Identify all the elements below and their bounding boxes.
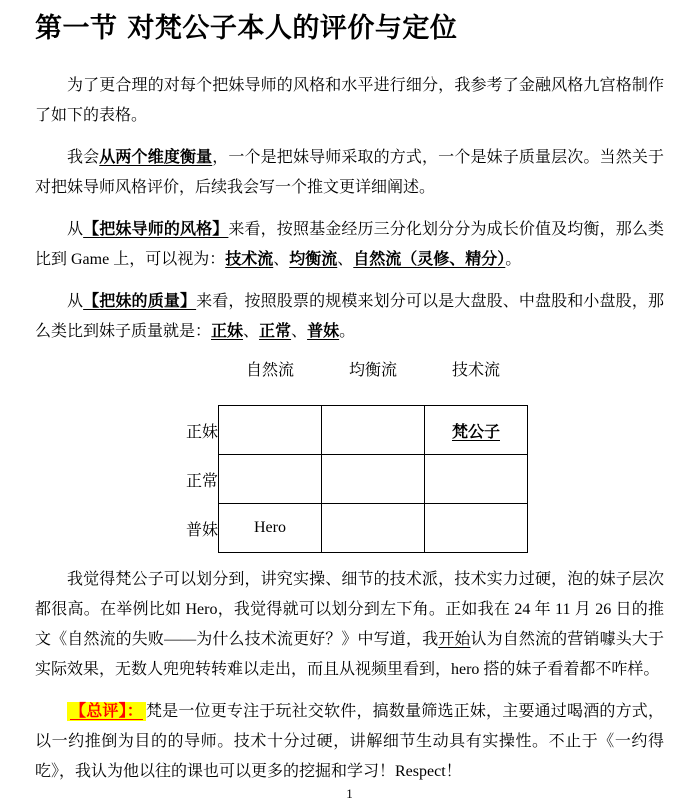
- text-run: 梵是一位更专注于玩社交软件，搞数量筛选正妹，主要通过喝酒的方式，以一约推倒为目的的导师。技术十分过硬，讲解细节生动具有实操性。不止于《一约得吃》，我认为他以往的课也可以更多的挖掘和学习！Respect！: [35, 703, 664, 780]
- page-title: 第一节 对梵公子本人的评价与定位: [35, 13, 458, 44]
- paragraph-girl-quality: [35, 287, 664, 347]
- matrix-cell: [322, 455, 425, 504]
- emphasis-run: 正妹: [211, 323, 244, 340]
- matrix-cell: [425, 504, 528, 553]
- text-run: 。: [505, 251, 522, 268]
- matrix-cell: [219, 406, 322, 455]
- matrix-header-row: [148, 359, 528, 406]
- matrix-row-zhengchang: [148, 455, 528, 504]
- matrix-cell-fan-gongzi: [425, 406, 528, 455]
- text-run: 。: [339, 323, 356, 340]
- text-run: 、: [273, 251, 290, 268]
- text-run: 、: [291, 323, 308, 340]
- row-label-pumei: 普妹: [185, 521, 218, 539]
- row-label-zhengchang: 正常: [185, 472, 218, 490]
- text-run: 从: [67, 221, 84, 238]
- emphasis-run: 技术流: [225, 251, 274, 268]
- emphasis-run: 正常: [259, 323, 292, 340]
- text-run: 、: [337, 251, 354, 268]
- column-header-technical: 技术流: [451, 362, 500, 379]
- text-run: 来看，按照股票的规模来划分可以是大盘股、中盘股和小盘股，那么类比到妹子质量就是：: [35, 293, 664, 340]
- text-run: 从: [67, 293, 84, 310]
- matrix-cell: [219, 455, 322, 504]
- review-label: 【总评】：: [67, 702, 146, 721]
- matrix-row-pumei: [148, 504, 528, 553]
- paragraph-intro: [35, 71, 664, 131]
- matrix-cell: [322, 504, 425, 553]
- emphasis-run: 均衡流: [289, 251, 338, 268]
- paragraph-mentor-style: [35, 215, 664, 275]
- text-run: 我觉得梵公子可以划分到，讲究实操、细节的技术派，技术实力过硬，泡的妹子层次都很高。在举例比如 Hero，我觉得就可以划分到左下角。正如我在 24 年 11 月 26 日的推文《自然流的失败——为什么技术流更好？》中写道，我: [35, 571, 664, 648]
- matrix-cell-hero: [219, 504, 322, 553]
- row-label-zhengmei: 正妹: [185, 423, 218, 441]
- column-header-balanced: 均衡流: [348, 362, 397, 379]
- underline-run: 开始: [438, 631, 471, 648]
- matrix-cell: [322, 406, 425, 455]
- emphasis-run: 从两个维度衡量: [99, 149, 213, 166]
- column-header-natural: 自然流: [245, 362, 294, 379]
- emphasis-run: 普妹: [307, 323, 340, 340]
- text-run: ，一个是把妹导师采取的方式，一个是妹子质量层次。当然关于对把妹导师风格评价，后续我会写一个推文更详细阐述。: [35, 149, 664, 196]
- paragraph-dimensions: [35, 143, 664, 203]
- cell-text: Hero: [254, 519, 286, 536]
- text-run: 为了更合理的对每个把妹导师的风格和水平进行细分，我参考了金融风格九宫格制作了如下的表格。: [35, 77, 664, 124]
- matrix-corner-blank: [148, 359, 219, 406]
- emphasis-run: 【把妹的质量】: [83, 293, 197, 310]
- style-quality-matrix: [148, 359, 528, 553]
- paragraph-summary: [35, 697, 664, 787]
- text-run: 我会: [67, 149, 100, 166]
- matrix-cell: [425, 455, 528, 504]
- text-run: 来看，按照基金经历三分化划分分为成长价值及均衡，那么类比到 Game 上，可以视为：: [35, 221, 664, 268]
- matrix-row-zhengmei: [148, 406, 528, 455]
- emphasis-run: 【把妹导师的风格】: [83, 221, 229, 238]
- cell-text: 梵公子: [451, 423, 500, 441]
- page-number: 1: [346, 786, 353, 801]
- text-run: 认为自然流的营销噱头大于实际效果，无数人兜兜转转难以走出，而且从视频里看到，hero 搭的妹子看着都不咋样。: [35, 631, 664, 678]
- paragraph-analysis: [35, 565, 664, 685]
- text-run: 、: [243, 323, 260, 340]
- emphasis-run: 自然流（灵修、精分）: [353, 251, 506, 268]
